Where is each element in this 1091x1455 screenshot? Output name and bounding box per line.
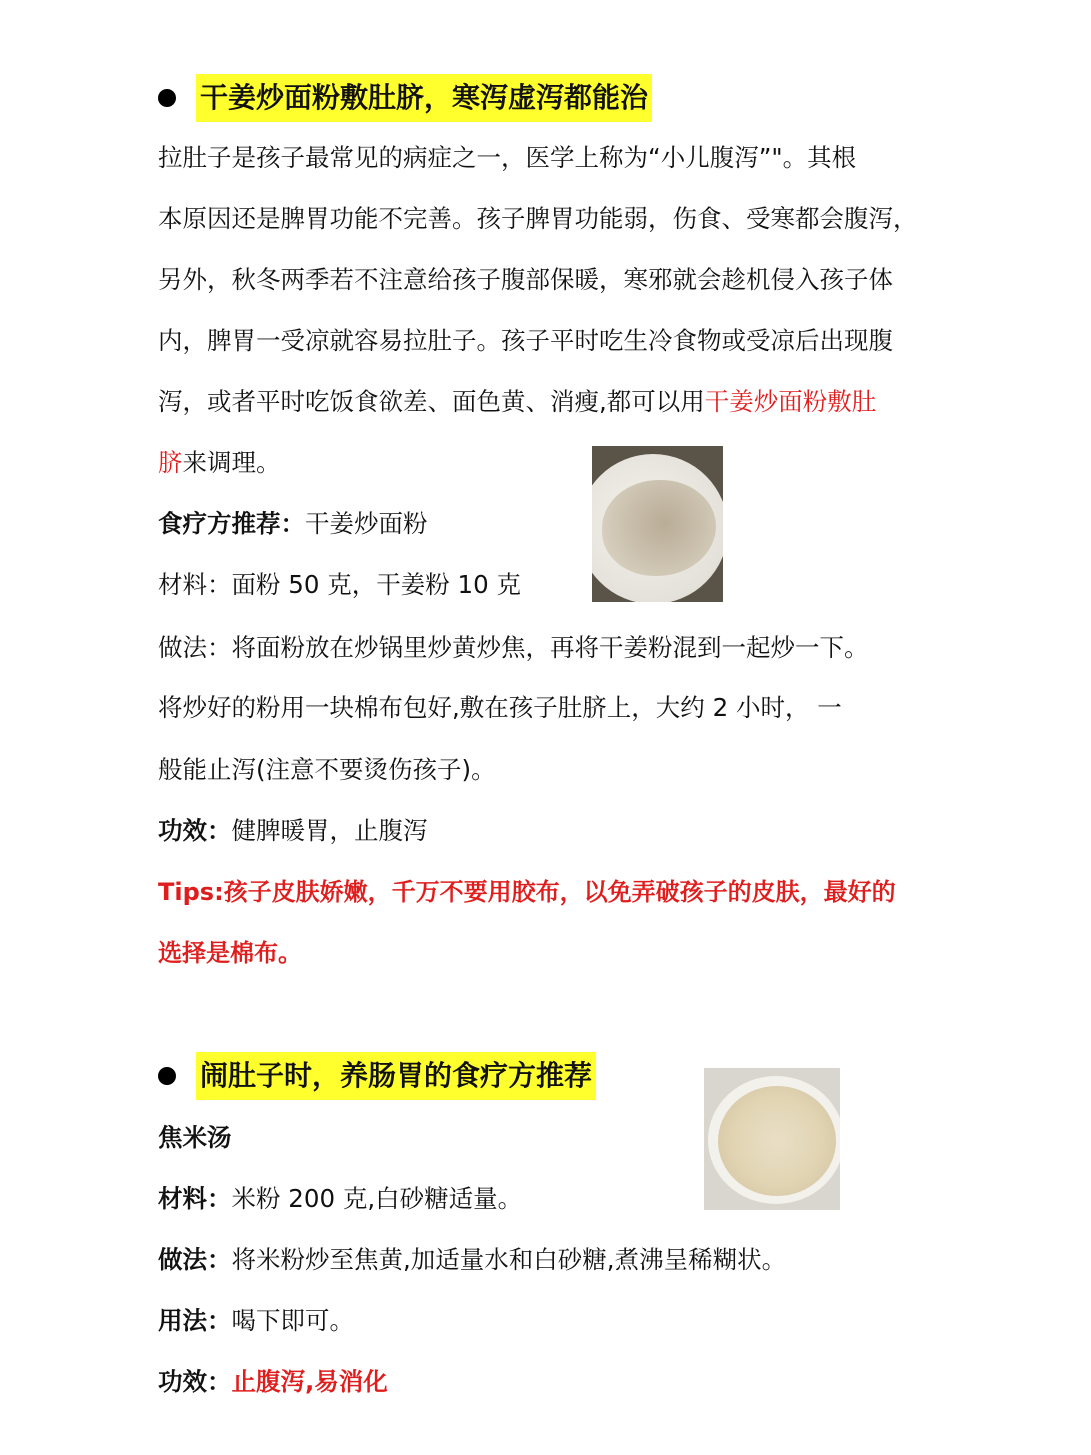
method-line: 般能止泻(注意不要烫伤孩子)。 [158, 755, 496, 784]
effect-line [158, 1364, 388, 1400]
effect-label: 功效： [158, 1367, 232, 1396]
tips-line: Tips:孩子皮肤娇嫩，千万不要用胶布，以免弄破孩子的皮肤，最好的 [158, 878, 896, 906]
paragraph-line: 另外，秋冬两季若不注意给孩子腹部保暖，寒邪就会趁机侵入孩子体 [158, 265, 893, 294]
remedy-highlight: 干姜炒面粉敷肚 [704, 387, 877, 416]
bullet-icon [158, 89, 176, 107]
paragraph-text: 来调理。 [182, 448, 281, 477]
effect-value: 健脾暖胃，止腹泻 [231, 816, 428, 845]
paragraph-line [158, 384, 876, 420]
section1-title: 干姜炒面粉敷肚脐，寒泻虚泻都能治 [196, 74, 652, 122]
paragraph-line: 本原因还是脾胃功能不完善。孩子脾胃功能弱，伤食、受寒都会腹泻， [158, 204, 918, 233]
method-label: 做法： [158, 1245, 232, 1274]
recipe-name: 焦米汤 [158, 1123, 232, 1152]
usage-label: 用法： [158, 1306, 232, 1335]
method-line: 做法：将面粉放在炒锅里炒黄炒焦，再将干姜粉混到一起炒一下。 [158, 633, 869, 662]
bullet-icon [158, 1067, 176, 1085]
paragraph-text: 泻，或者平时吃饭食欲差、面色黄、消瘦,都可以用 [158, 387, 705, 416]
section2-heading [158, 1047, 596, 1105]
paragraph-line [158, 445, 281, 481]
recipe-value: 干姜炒面粉 [305, 509, 428, 538]
usage-value: 喝下即可。 [231, 1306, 354, 1335]
method-line: 将炒好的粉用一块棉布包好,敷在孩子肚脐上，大约 2 小时， 一 [158, 693, 842, 722]
section2-title: 闹肚子时，养肠胃的食疗方推荐 [196, 1052, 596, 1100]
materials-value: 米粉 200 克,白砂糖适量。 [231, 1184, 523, 1213]
section1-heading [158, 69, 652, 127]
materials-line [158, 1181, 522, 1217]
paragraph-line: 拉肚子是孩子最常见的病症之一，医学上称为“小儿腹泻”"。其根 [158, 143, 857, 172]
materials-line: 材料：面粉 50 克，干姜粉 10 克 [158, 570, 522, 599]
method-line [158, 1242, 786, 1278]
recipe-label: 食疗方推荐： [158, 509, 305, 538]
remedy-highlight: 脐 [158, 448, 183, 477]
soup-shape [718, 1086, 836, 1196]
paragraph-line: 内，脾胃一受凉就容易拉肚子。孩子平时吃生冷食物或受凉后出现腹 [158, 326, 893, 355]
effect-line [158, 813, 428, 849]
tips-line: 选择是棉布。 [158, 939, 302, 967]
rice-soup-photo [704, 1068, 840, 1210]
recipe-line [158, 506, 428, 542]
materials-label: 材料： [158, 1184, 232, 1213]
method-value: 将米粉炒至焦黄,加适量水和白砂糖,煮沸呈稀糊状。 [231, 1245, 787, 1274]
effect-value: 止腹泻,易消化 [231, 1367, 388, 1396]
effect-label: 功效： [158, 816, 232, 845]
flour-photo [592, 446, 723, 602]
usage-line [158, 1303, 354, 1339]
